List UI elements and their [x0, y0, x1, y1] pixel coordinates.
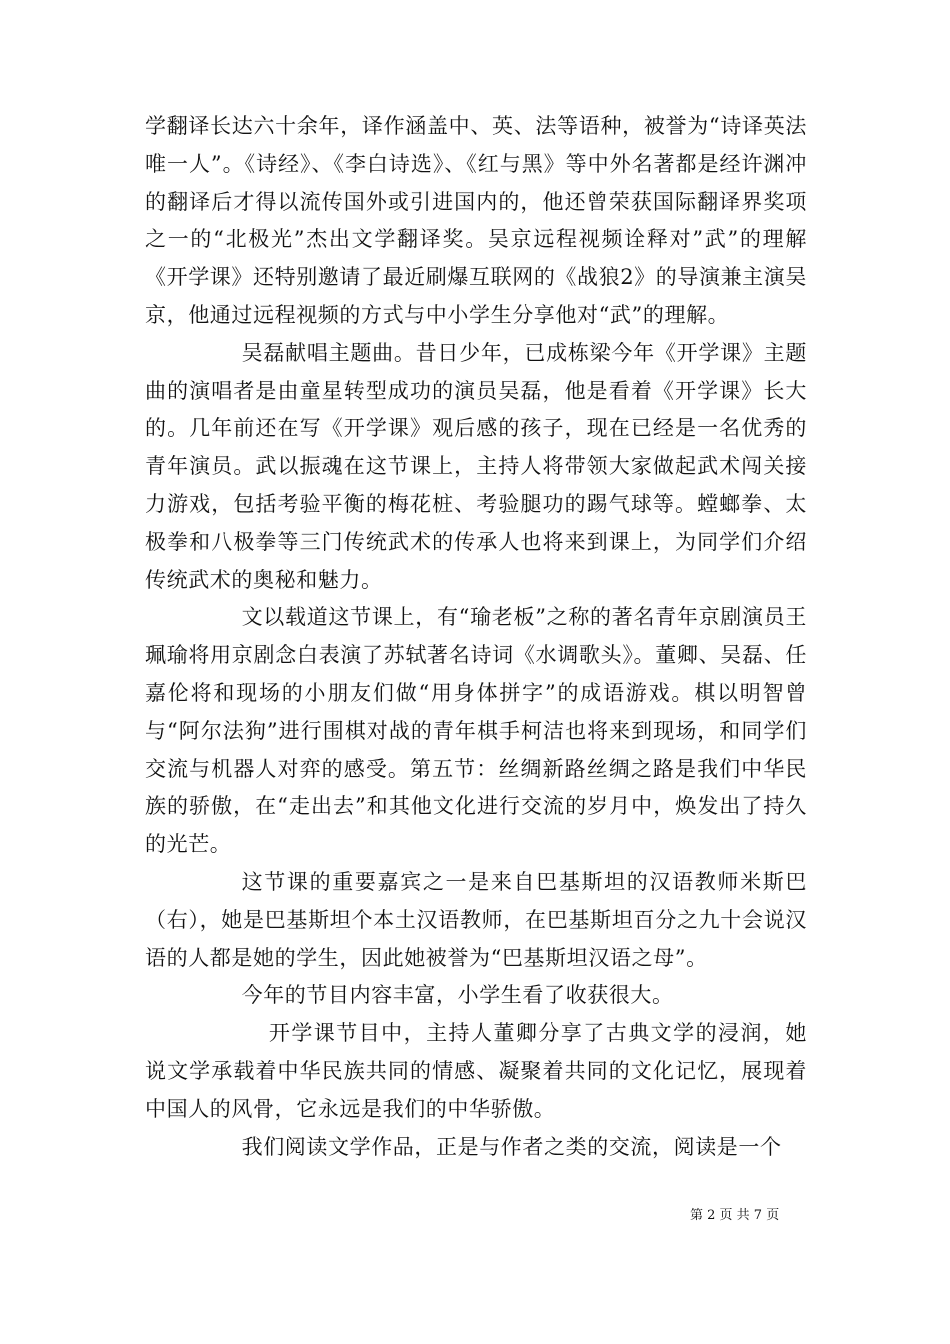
paragraph-6: 开学课节目中，主持人董卿分享了古典文学的浸润，她说文学承载着中华民族共同的情感、凝聚着共同的文化记忆，展现着中国人的风骨，它永远是我们的中华骄傲。: [145, 1021, 807, 1121]
paragraph-1: 学翻译长达六十余年，译作涵盖中、英、法等语种，被誉为“诗译英法唯一人”。《诗经》、《李白诗选》、《红与黑》等中外名著都是经许渊冲的翻译后才得以流传国外或引进国内的，他还曾荣获国际翻译界奖项之一的“北极光”杰出文学翻译奖。吴京远程视频诠释对”武”的理解《开学课》还特别邀请了最近刷爆互联网的《战狼2》的导演兼主演吴京，他通过远程视频的方式与中小学生分享他对“武”的理解。: [145, 114, 807, 327]
document-body: [145, 108, 807, 1166]
paragraph-7: 我们阅读文学作品，正是与作者之类的交流，阅读是一个: [241, 1134, 782, 1159]
paragraph-2: 吴磊献唱主题曲。昔日少年，已成栋梁今年《开学课》主题曲的演唱者是由童星转型成功的演员吴磊，他是看着《开学课》长大的。几年前还在写《开学课》观后感的孩子，现在已经是一名优秀的青年演员。武以振魂在这节课上，主持人将带领大家做起武术闯关接力游戏，包括考验平衡的梅花桩、考验腿功的踢气球等。螳螂拳、太极拳和八极拳等三门传统武术的传承人也将来到课上，为同学们介绍传统武术的奥秘和魅力。: [145, 340, 807, 592]
paragraph-5: 今年的节目内容丰富，小学生看了收获很大。: [241, 983, 674, 1008]
paragraph-3: 文以载道这节课上，有“瑜老板”之称的著名青年京剧演员王珮瑜将用京剧念白表演了苏轼著名诗词《水调歌头》。董卿、吴磊、任嘉伦将和现场的小朋友们做“用身体拼字”的成语游戏。棋以明智曾与“阿尔法狗”进行围棋对战的青年棋手柯洁也将来到现场，和同学们交流与机器人对弈的感受。第五节：丝绸新路丝绸之路是我们中华民族的骄傲，在“走出去”和其他文化进行交流的岁月中，焕发出了持久的光芒。: [145, 605, 807, 857]
paragraph-4: 这节课的重要嘉宾之一是来自巴基斯坦的汉语教师米斯巴（右），她是巴基斯坦个本土汉语教师，在巴基斯坦百分之九十会说汉语的人都是她的学生，因此她被誉为“巴基斯坦汉语之母”。: [145, 869, 807, 970]
page-number-footer: 第 2 页 共 7 页: [690, 1208, 780, 1223]
